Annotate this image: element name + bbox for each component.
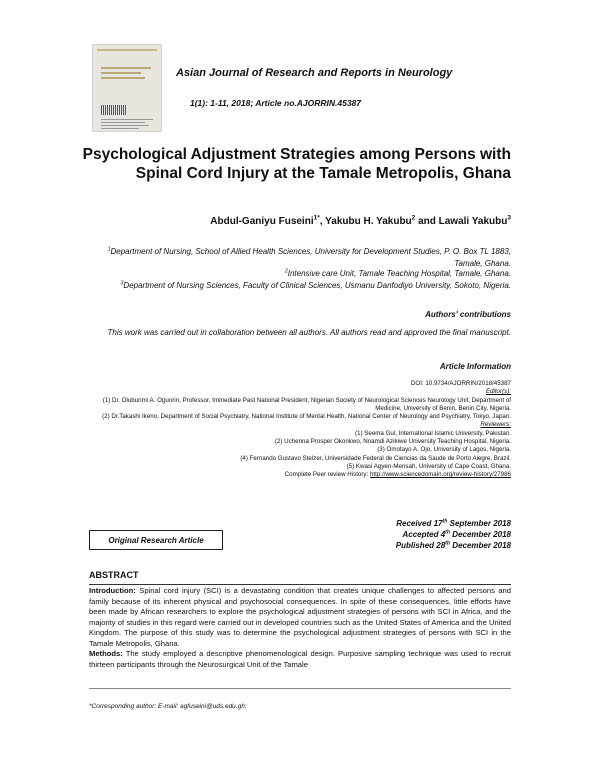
reviewer-entry: (3) Omotayo A. Ojo, University of Lagos, Nigeria. [377, 446, 511, 454]
journal-cover-thumbnail [92, 44, 162, 132]
affiliation-text: Department of Nursing Sciences, Faculty of Clinical Sciences, Usmanu Danfodiyo University, Sokoto, Nigeria. [123, 281, 511, 290]
peer-review-label: Complete Peer review History: [284, 471, 369, 479]
editor-entry: (2) Dr.Takashi Ikeno, Department of Social Psychiatry, National Institute of Mental Health, National Center of Neurology and Psychiatry, Tokyo, Japan. [102, 413, 511, 421]
contributions-text: This work was carried out in collaboration between all authors. All authors read and approved the final manuscript. [107, 328, 511, 337]
reviewer-entry: (1) Seema Gul, International Islamic University, Pakistan. [354, 429, 511, 437]
abstract-top-rule [89, 584, 511, 585]
reviewer-entry: (5) Kwasi Agyen-Mensah, University of Cape Coast, Ghana. [346, 462, 511, 470]
article-dates [396, 518, 511, 551]
author-sup: 2 [411, 214, 416, 222]
reviewer-entry: (2) Uchenna Prosper Okonkwo, Nnamdi Azikiwe University Teaching Hospital, Nigeria. [274, 438, 511, 446]
published-date [396, 540, 511, 551]
reviewer-entry: (4) Fernando Gustavo Stelzer, Universidade Federal de Ciencias da Saude de Porto Alegre, Brazil. [240, 454, 511, 462]
contributions-heading: Authors' contributions [425, 310, 511, 319]
corresponding-author-footnote: *Corresponding author: E-mail: agfuseini@uds.edu.gh; [89, 703, 247, 710]
accepted-date [396, 529, 511, 540]
published-label: Published 28 [395, 541, 446, 550]
received-sup: th [442, 518, 448, 525]
author-name: Yakubu H. Yakubu [325, 216, 412, 227]
editor-entry: (1) Dr. Olubunmi A. Ogunrin, Professor, Immediate Past National President, Nigerian Society of Neurological Sciences Neurology Unit, Department of Medicine, University of Benin, Benin City, Nigeria. [102, 396, 511, 412]
author-sep: and [415, 216, 439, 227]
editors-label: Editor(s): [485, 388, 511, 396]
intro-text: Spinal cord injury (SCI) is a devastating condition that creates unique challenges to affected persons and family because of its inherent physical and psychosocial consequences. In spite of these consequences, little efforts have been made by African researchers to explore the psychological adjustment strategies of persons with SCI in Africa, and the majority of studies in this regard were carried out in developed countries such as the United States of America and the United Kingdom. The purpose of this study was to determine the psychological adjustment strategies of persons with SCI in the Tamale Metropolis, Ghana. [89, 586, 511, 648]
affiliation-text: Department of Nursing, School of Allied Health Sciences, University for Development Studies, P. O. Box TL 1883, Tamale, Ghana. [110, 247, 511, 268]
author-list [210, 216, 511, 227]
issue-info: 1(1): 1-11, 2018; Article no.AJORRIN.45387 [190, 98, 362, 108]
accepted-label: Accepted 4 [402, 530, 446, 539]
author-sep: , [319, 216, 326, 227]
affiliation-2 [91, 268, 511, 280]
article-info-block [91, 380, 511, 480]
intro-label: Introduction: [89, 586, 136, 595]
affiliation-sup: 2 [284, 268, 288, 275]
peer-review-link[interactable]: http://www.sciencedomain.org/review-history/27986 [369, 471, 511, 479]
doi: DOI: 10.9734/AJORRIN/2018/45387 [410, 380, 511, 387]
peer-review-history [91, 471, 511, 479]
accepted-rest: December 2018 [450, 530, 511, 539]
published-sup: th [445, 540, 451, 547]
reviewers-label: Reviewers: [480, 421, 511, 429]
author-name: Lawali Yakubu [438, 216, 508, 227]
abstract-heading: ABSTRACT [89, 570, 139, 580]
affiliation-text: Intensive care Unit, Tamale Teaching Hospital, Tamale, Ghana. [287, 269, 511, 278]
article-info-heading: Article Information [439, 362, 511, 371]
received-rest: September 2018 [447, 519, 511, 528]
author-name: Abdul-Ganiyu Fuseini [210, 216, 314, 227]
author-sup: 3 [507, 214, 511, 222]
methods-label: Methods: [89, 649, 123, 658]
footnote-rule [89, 688, 511, 689]
article-type-box: Original Research Article [89, 530, 223, 550]
received-label: Received 17 [396, 519, 443, 528]
author-sup: 1* [313, 214, 320, 222]
abstract-body [89, 586, 511, 670]
affiliation-sup: 1 [107, 246, 111, 253]
received-date [396, 518, 511, 529]
journal-name: Asian Journal of Research and Reports in Neurology [176, 67, 453, 79]
published-rest: December 2018 [450, 541, 511, 550]
article-title: Psychological Adjustment Strategies among Persons with Spinal Cord Injury at the Tamale Metropolis, Ghana [82, 146, 511, 182]
affiliation-3 [91, 280, 511, 292]
methods-text: The study employed a descriptive phenomenological design. Purposive sampling technique was used to recruit thirteen participants through the Neurosurgical Unit of the Tamale [89, 649, 511, 669]
affiliation-1 [91, 246, 511, 269]
accepted-sup: th [445, 529, 451, 536]
affiliation-sup: 3 [120, 280, 124, 287]
